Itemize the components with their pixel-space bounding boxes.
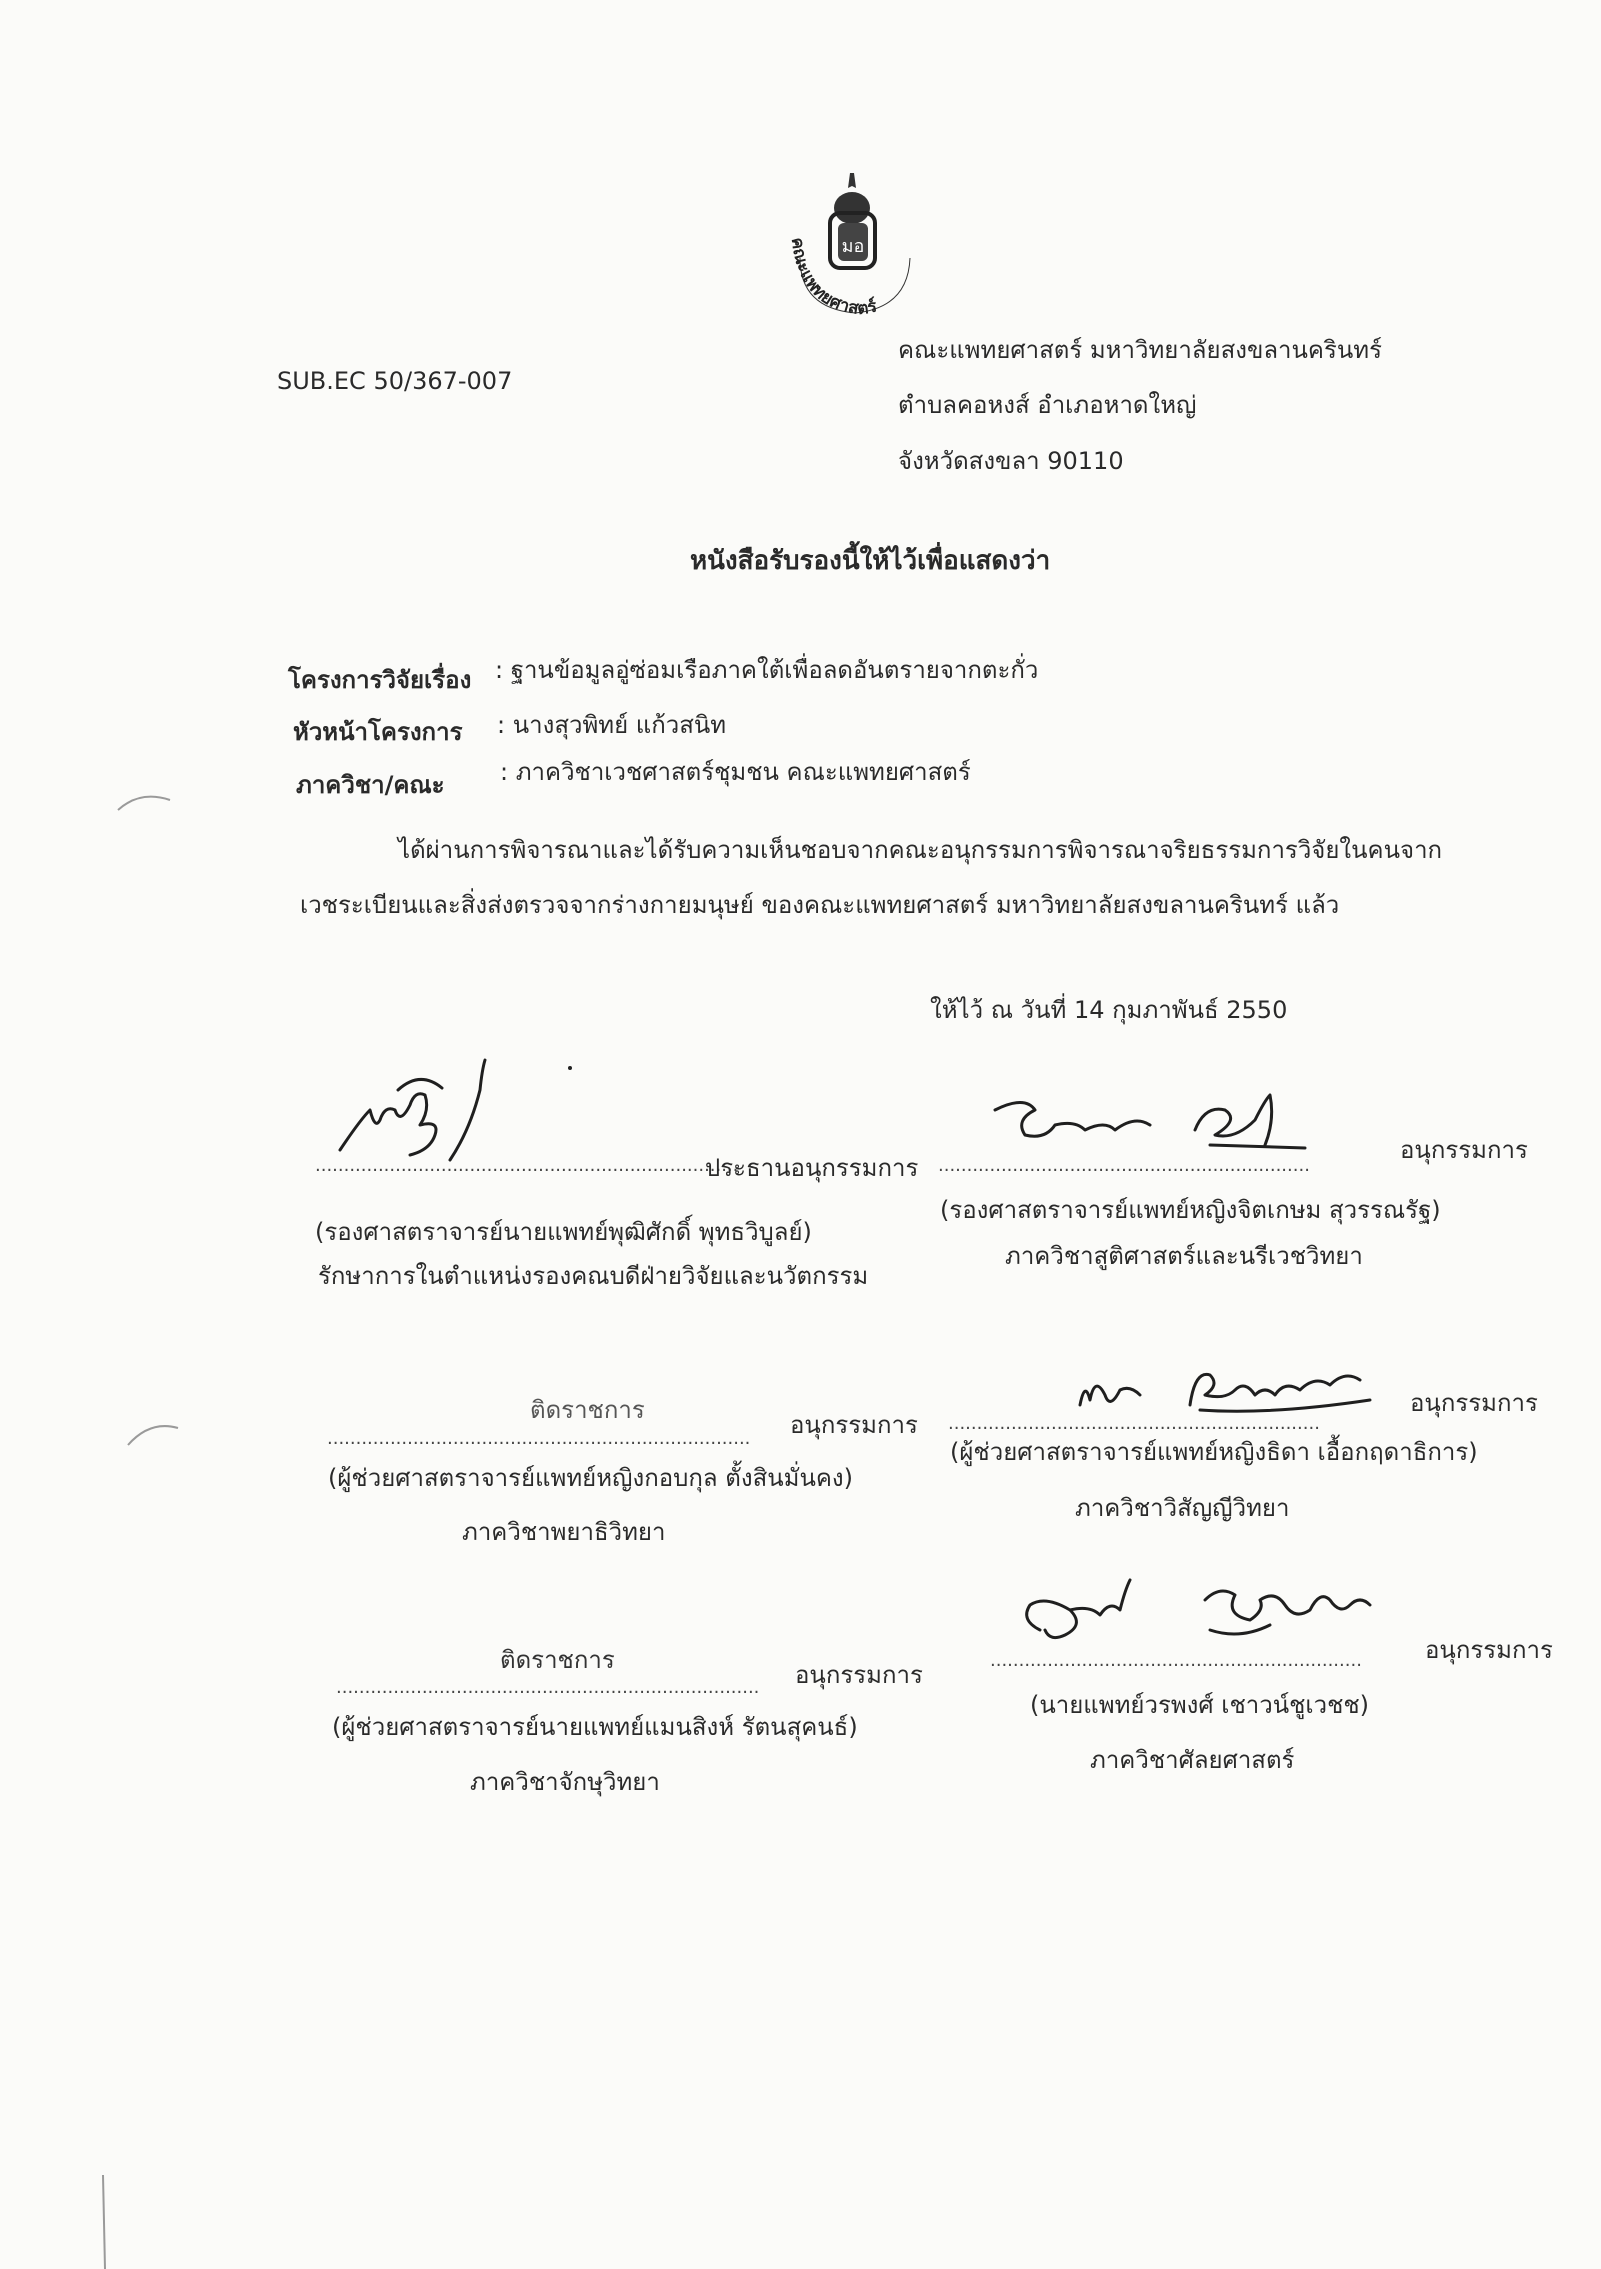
certificate-heading: หนังสือรับรองนี้ให้ไว้เพื่อแสดงว่า — [690, 546, 1051, 576]
signature-line-member-2: ................................................................. — [938, 1155, 1310, 1176]
name-member-2: (รองศาสตราจารย์แพทย์หญิงจิตเกษม สุวรรณรัฐ) — [940, 1196, 1441, 1224]
name-member-3: (ผู้ช่วยศาสตราจารย์แพทย์หญิงกอบกุล ตั้งสินมั่นคง) — [328, 1464, 853, 1492]
affiliation-member-4: ภาควิชาวิสัญญีวิทยา — [1075, 1494, 1290, 1522]
role-chair: ประธานอนุกรรมการ — [705, 1154, 919, 1182]
busy-note-member-5: ติดราชการ — [500, 1646, 615, 1674]
affiliation-member-3: ภาควิชาพยาธิวิทยา — [462, 1518, 666, 1546]
svg-text:มอ: มอ — [841, 236, 865, 257]
project-leader-label: หัวหน้าโครงการ — [293, 718, 463, 746]
body-line-2: เวชระเบียนและสิ่งส่งตรวจจากร่างกายมนุษย์ ของคณะแพทยศาสตร์ มหาวิทยาลัยสงขลานครินทร์ แล้ว — [300, 891, 1340, 919]
faculty-seal-logo — [780, 168, 930, 318]
signature-line-member-5: .......................................................................... — [336, 1677, 760, 1698]
name-member-6: (นายแพทย์วรพงศ์ เชาวน์ชูเวชช) — [1030, 1691, 1370, 1719]
project-leader-value: : นางสุวพิทย์ แก้วสนิท — [497, 711, 727, 739]
signature-line-chair: .......................................................................... — [315, 1155, 739, 1176]
affiliation-member-5: ภาควิชาจักษุวิทยา — [470, 1768, 660, 1796]
role-member-6: อนุกรรมการ — [1425, 1636, 1553, 1664]
svg-text:คณะแพทยศาสตร์: คณะแพทยศาสตร์ — [786, 236, 879, 318]
affiliation-chair: รักษาการในตำแหน่งรองคณบดีฝ่ายวิจัยและนวัตกรรม — [318, 1262, 869, 1290]
signature-line-member-3: .......................................................................... — [327, 1428, 751, 1449]
name-chair: (รองศาสตราจารย์นายแพทย์พุฒิศักดิ์ พุทธวิบูลย์) — [315, 1218, 812, 1246]
address-line-1: คณะแพทยศาสตร์ มหาวิทยาลัยสงขลานครินทร์ — [898, 336, 1382, 364]
project-dept-label: ภาควิชา/คณะ — [296, 771, 445, 799]
address-line-3: จังหวัดสงขลา 90110 — [898, 447, 1124, 475]
body-line-1: ได้ผ่านการพิจารณาและได้รับความเห็นชอบจากคณะอนุกรรมการพิจารณาจริยธรรมการวิจัยในคนจาก — [398, 836, 1443, 864]
address-line-2: ตำบลคอหงส์ อำเภอหาดใหญ่ — [898, 391, 1197, 419]
role-member-4: อนุกรรมการ — [1410, 1389, 1538, 1417]
signature-line-member-4: ................................................................. — [948, 1413, 1320, 1434]
busy-note-member-3: ติดราชการ — [530, 1396, 645, 1424]
project-dept-value: : ภาควิชาเวชศาสตร์ชุมชน คณะแพทยศาสตร์ — [500, 758, 971, 786]
reference-number: SUB.EC 50/367-007 — [277, 367, 513, 395]
signature-line-member-6: ................................................................. — [990, 1650, 1362, 1671]
name-member-4: (ผู้ช่วยศาสตราจารย์แพทย์หญิงธิดา เอื้อกฤดาธิการ) — [950, 1438, 1478, 1466]
role-member-3: อนุกรรมการ — [790, 1411, 918, 1439]
project-title-value: : ฐานข้อมูลอู่ซ่อมเรือภาคใต้เพื่อลดอันตรายจากตะกั่ว — [495, 656, 1039, 684]
issue-date: ให้ไว้ ณ วันที่ 14 กุมภาพันธ์ 2550 — [930, 996, 1288, 1024]
name-member-5: (ผู้ช่วยศาสตราจารย์นายแพทย์แมนสิงห์ รัตนสุคนธ์) — [332, 1713, 858, 1741]
project-title-label: โครงการวิจัยเรื่อง — [288, 666, 472, 694]
affiliation-member-2: ภาควิชาสูติศาสตร์และนรีเวชวิทยา — [1005, 1242, 1363, 1270]
role-member-2: อนุกรรมการ — [1400, 1136, 1528, 1164]
role-member-5: อนุกรรมการ — [795, 1661, 923, 1689]
affiliation-member-6: ภาควิชาศัลยศาสตร์ — [1090, 1746, 1295, 1774]
